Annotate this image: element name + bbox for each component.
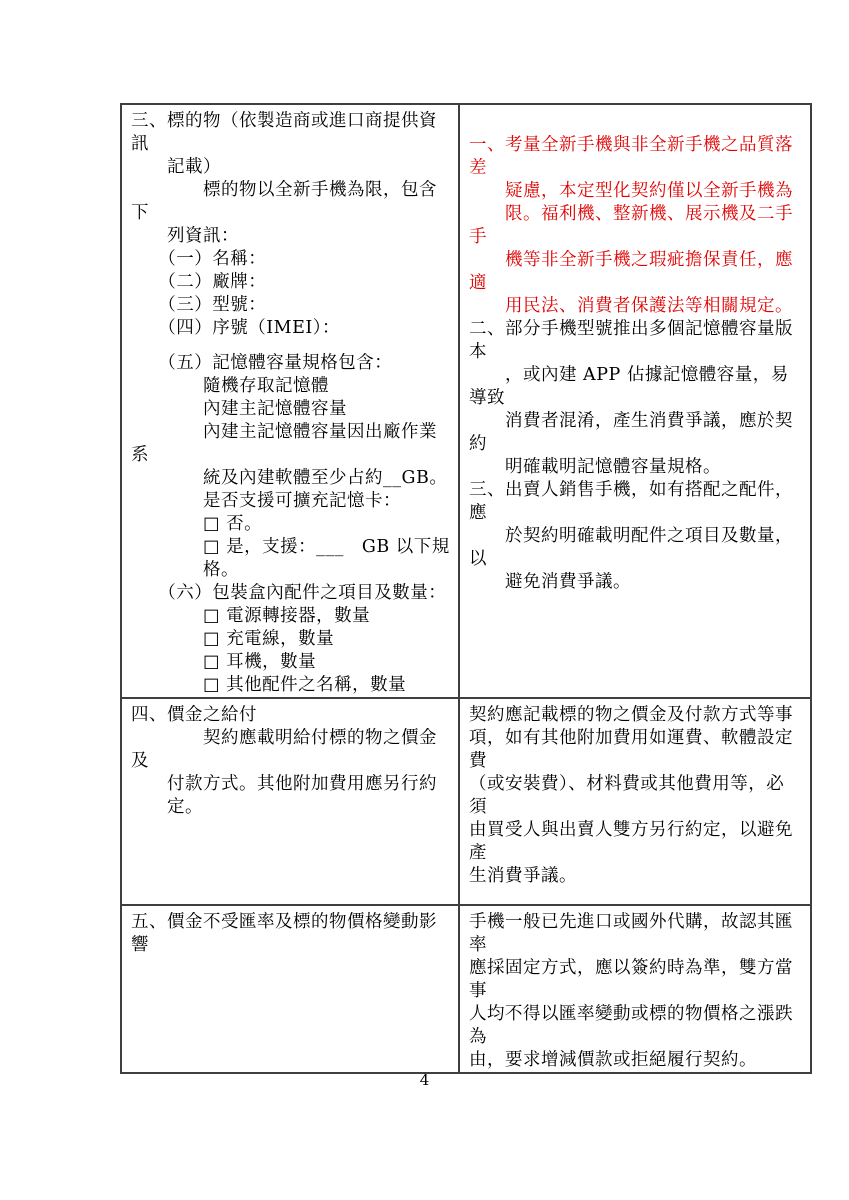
text-line: 由，要求增減價款或拒絕履行契約。: [469, 1050, 757, 1070]
text-line: 於契約明確載明配件之項目及數量，以: [469, 526, 793, 569]
text-line: □ 電源轉接器，數量: [131, 606, 371, 626]
text-line: ，或內建 APP 佔據記憶體容量，易導致: [469, 365, 789, 408]
text-line: □ 充電線，數量: [131, 629, 335, 649]
text-line: 定。: [131, 797, 203, 817]
text-line: 避免消費爭議。: [469, 572, 631, 592]
text-line: 一、考量全新手機與非全新手機之品質落差: [469, 135, 793, 178]
text-line: （或安裝費）、材料費或其他費用等，必須: [469, 774, 785, 817]
table-row-clause-4: [121, 698, 811, 905]
clause-3-subject-text: [131, 110, 450, 697]
page-number: 4: [419, 1071, 430, 1089]
text-line: （四）序號（IMEI）：: [131, 318, 341, 338]
text-line: [131, 340, 450, 352]
text-line: 機等非全新手機之瑕疵擔保責任，應適: [469, 250, 793, 293]
clause-5-notes-cell: [459, 905, 811, 1073]
text-line: □ 其他配件之名稱，數量: [131, 675, 407, 695]
text-line: □ 耳機，數量: [131, 652, 317, 672]
clause-3-note-black-text: [469, 318, 802, 594]
clause-4-note-text: [469, 704, 802, 888]
text-line: 五、價金不受匯率及標的物價格變動影響: [131, 912, 437, 955]
text-line: 二、部分手機型號推出多個記憶體容量版本: [469, 319, 793, 362]
text-line: 格。: [131, 560, 239, 580]
clause-3-subject-cell: [121, 104, 459, 698]
clause-3-notes-cell: [459, 104, 811, 698]
text-line: （二）廠牌：: [131, 272, 267, 292]
text-line: （一）名稱：: [131, 249, 267, 269]
text-line: 手機一般已先進口或國外代購，故認其匯率: [469, 912, 793, 955]
text-line: （六）包裝盒內配件之項目及數量：: [131, 583, 447, 603]
text-line: 限。福利機、整新機、展示機及二手手: [469, 204, 793, 247]
text-line: □ 是，支援：___ GB 以下規: [131, 537, 450, 557]
clause-3-note-red-text: [469, 134, 802, 318]
text-line: （五）記憶體容量規格包含：: [131, 353, 393, 373]
text-line: 記載）: [131, 157, 221, 177]
text-line: 內建主記憶體容量: [131, 399, 347, 419]
clause-5-exchange-rate-text: [131, 911, 450, 957]
text-line: 消費者混淆，產生消費爭議，應於契約: [469, 411, 793, 454]
contract-table: [120, 103, 812, 1074]
text-line: 隨機存取記憶體: [131, 376, 329, 396]
text-line: 明確載明記憶體容量規格。: [469, 457, 721, 477]
text-line: 人均不得以匯率變動或標的物價格之漲跌為: [469, 1004, 793, 1047]
text-line: 統及內建軟體至少占約__GB。: [131, 468, 448, 488]
text-line: 生消費爭議。: [469, 866, 577, 886]
text-line: □ 否。: [131, 514, 263, 534]
clause-4-payment-text: [131, 704, 450, 819]
clause-5-note-text: [469, 911, 802, 1072]
text-line: 內建主記憶體容量因出廠作業系: [131, 422, 437, 465]
text-line: 用民法、消費者保護法等相關規定。: [469, 296, 793, 316]
text-line: 契約應載明給付標的物之價金及: [131, 728, 437, 771]
text-line: 由買受人與出賣人雙方另行約定，以避免產: [469, 820, 793, 863]
text-line: 契約應記載標的物之價金及付款方式等事: [469, 705, 793, 725]
text-line: 是否支援可擴充記憶卡：: [131, 491, 401, 511]
text-line: 三、出賣人銷售手機，如有搭配之配件，應: [469, 480, 793, 523]
text-line: 付款方式。其他附加費用應另行約: [131, 774, 437, 794]
text-line: 列資訊：: [131, 226, 239, 246]
table-row-clause-3: [121, 104, 811, 698]
clause-5-exchange-rate-cell: [121, 905, 459, 1073]
text-line: 項，如有其他附加費用如運費、軟體設定費: [469, 728, 793, 771]
text-line: 三、標的物（依製造商或進口商提供資訊: [131, 111, 437, 154]
text-line: 標的物以全新手機為限，包含下: [131, 180, 437, 223]
text-line: 疑慮，本定型化契約僅以全新手機為: [469, 181, 793, 201]
text-line: 應採固定方式，應以簽約時為準，雙方當事: [469, 958, 793, 1001]
text-line: 四、價金之給付: [131, 705, 257, 725]
clause-4-payment-cell: [121, 698, 459, 905]
text-line: （三）型號：: [131, 295, 267, 315]
table-row-clause-5: [121, 905, 811, 1073]
clause-4-notes-cell: [459, 698, 811, 905]
